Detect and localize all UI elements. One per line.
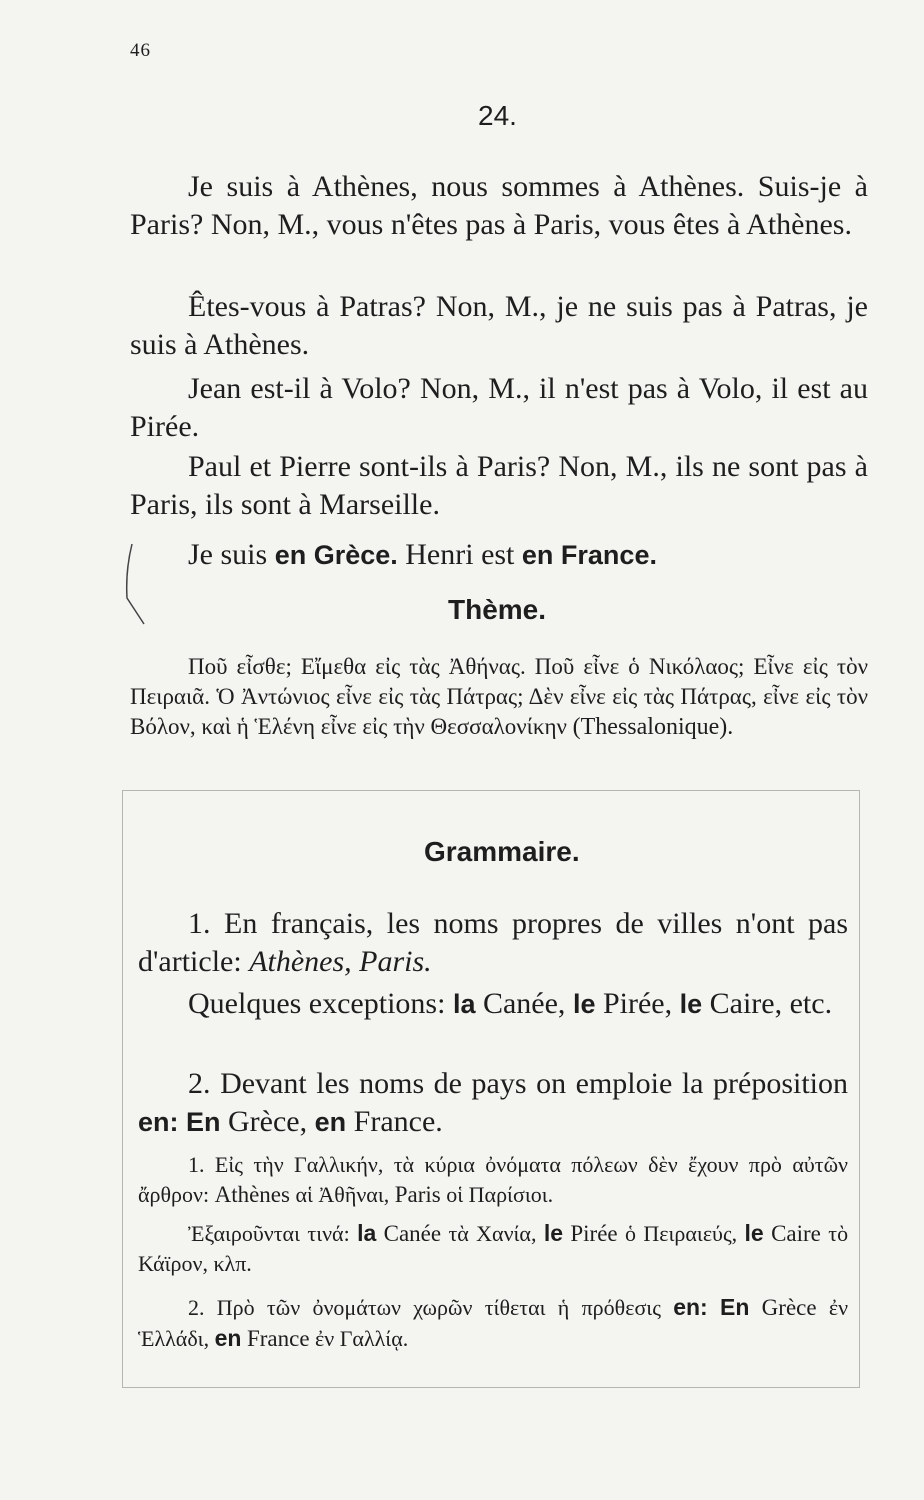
grammar-exceptions: Quelques exceptions: la Canée, le Pirée, le Caire, etc. <box>188 987 833 1020</box>
paragraph-1: Je suis à Athènes, nous sommes à Athènes. Suis-je à Paris? Non, M., vous n'êtes pas à Paris, vous êtes à Athènes. <box>130 170 868 241</box>
paragraph-3: Jean est-il à Volo? Non, M., il n'est pas à Volo, il est au Pirée. <box>130 372 868 443</box>
theme-heading: Thème. <box>448 594 547 625</box>
theme-greek-text: Ποῦ εἶσθε; Εἴμεθα εἰς τὰς Ἀθήνας. Ποῦ εἶνε ὁ Νικόλαος; Εἶνε εἰς τὸν Πειραιᾶ. Ὁ Ἀντώνιος εἶνε εἰς τὰς Πάτρας; Δὲν εἶνε εἰς τὰς Πάτρας, εἶνε εἰς τὸν Βόλον, καὶ ἡ Ἑλένη εἶνε εἰς τὴν Θεσσαλονίκην (Thessalonique). <box>130 654 868 740</box>
grammar-rule-1: 1. En français, les noms propres de villes n'ont pas d'article: Athènes, Paris. <box>138 907 849 978</box>
greek-exceptions: Ἐξαιροῦνται τινά: la Canée τὰ Χανία, le Pirée ὁ Πειραιεύς, le Caire τὸ Κάϊρον, κλπ. <box>138 1220 849 1276</box>
greek-rule-2: 2. Πρὸ τῶν ὀνομάτων χωρῶν τίθεται ἡ πρόθεσις en: En Grèce ἐν Ἑλλάδι, en France ἐν Γαλλίᾳ. <box>138 1294 849 1351</box>
greek-rule-1: 1. Εἰς τὴν Γαλλικήν, τὰ κύρια ὀνόματα πόλεων δὲν ἔχουν πρὸ αὐτῶν ἄρθρον: Athènes αἱ Ἀθῆναι, Paris οἱ Παρίσιοι. <box>138 1152 849 1207</box>
paragraph-2: Êtes-vous à Patras? Non, M., je ne suis pas à Patras, je suis à Athènes. <box>130 290 868 361</box>
paragraph-4: Paul et Pierre sont-ils à Paris? Non, M., ils ne sont pas à Paris, ils sont à Marseille. <box>130 450 868 521</box>
grammar-heading: Grammaire. <box>424 836 580 867</box>
example-sentence: Je suis en Grèce. Henri est en France. <box>188 538 657 571</box>
page-number: 46 <box>130 40 151 61</box>
grammar-rule-2: 2. Devant les noms de pays on emploie la préposition en: En Grèce, en France. <box>138 1067 849 1138</box>
lesson-number: 24. <box>478 100 517 131</box>
